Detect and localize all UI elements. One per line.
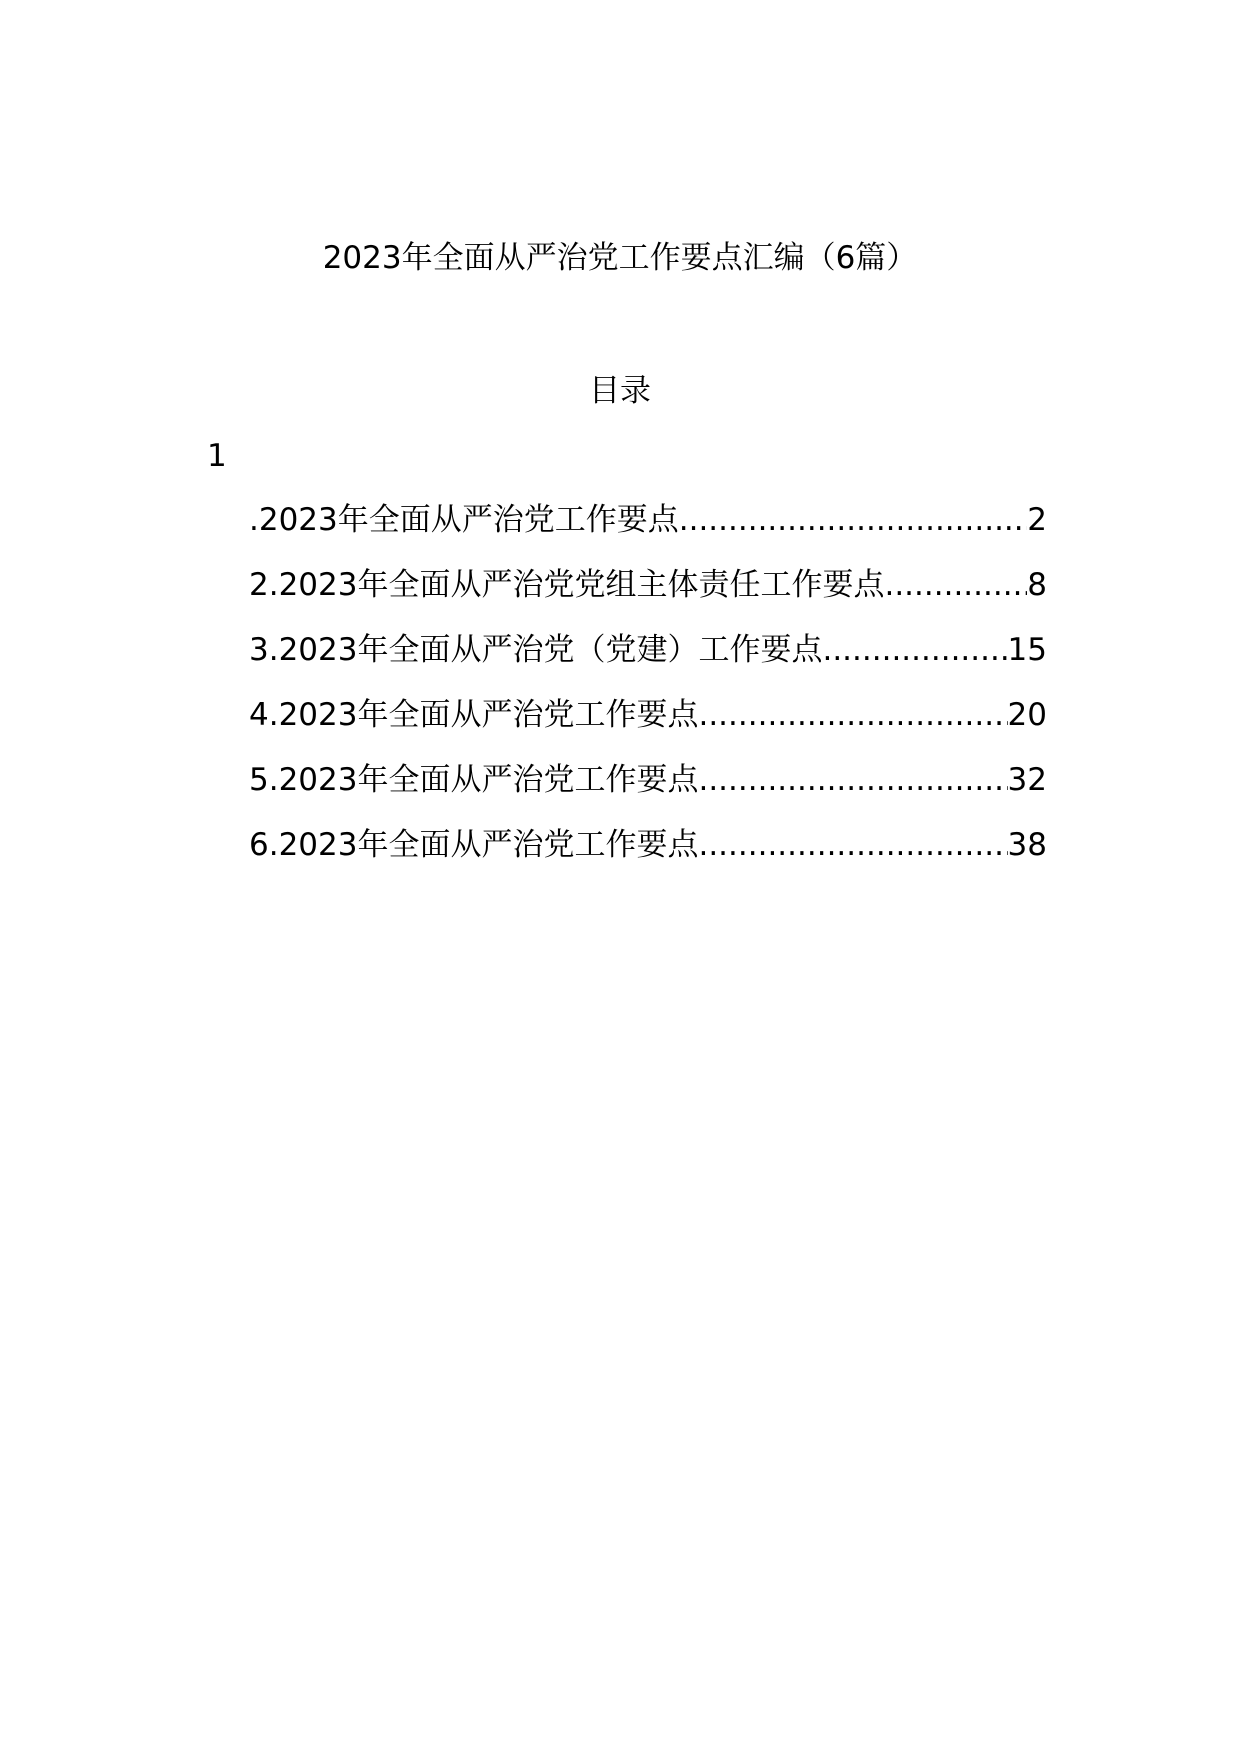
toc-entry-2[interactable] [249, 565, 1047, 630]
toc-entry-4[interactable] [249, 695, 1047, 760]
toc-entry-1[interactable] [249, 500, 1047, 565]
table-of-contents [249, 500, 1047, 890]
toc-entry-page: 20 [1007, 697, 1047, 733]
toc-entry-label: 4.2023年全面从严治党工作要点 [249, 697, 699, 733]
toc-heading: 目录 [589, 373, 651, 409]
toc-dot-leader [698, 825, 1007, 865]
toc-dot-leader [822, 630, 1007, 670]
toc-dot-leader [679, 500, 1028, 540]
document-title: 2023年全面从严治党工作要点汇编（6篇） [322, 240, 918, 276]
toc-entry-6[interactable] [249, 825, 1047, 890]
toc-entry-label: 2.2023年全面从严治党党组主体责任工作要点 [249, 567, 885, 603]
toc-dot-leader [698, 695, 1007, 735]
page-number-marker: 1 [207, 438, 227, 474]
toc-entry-page: 8 [1027, 567, 1047, 603]
toc-entry-label: 6.2023年全面从严治党工作要点 [249, 827, 699, 863]
toc-entry-label: .2023年全面从严治党工作要点 [249, 502, 679, 538]
toc-entry-3[interactable] [249, 630, 1047, 695]
toc-dot-leader [698, 760, 1007, 800]
toc-entry-page: 2 [1027, 502, 1047, 538]
toc-entry-page: 38 [1007, 827, 1047, 863]
toc-entry-label: 3.2023年全面从严治党（党建）工作要点 [249, 632, 823, 668]
toc-entry-label: 5.2023年全面从严治党工作要点 [249, 762, 699, 798]
toc-entry-5[interactable] [249, 760, 1047, 825]
toc-entry-page: 15 [1007, 632, 1047, 668]
toc-dot-leader [884, 565, 1027, 605]
toc-entry-page: 32 [1007, 762, 1047, 798]
